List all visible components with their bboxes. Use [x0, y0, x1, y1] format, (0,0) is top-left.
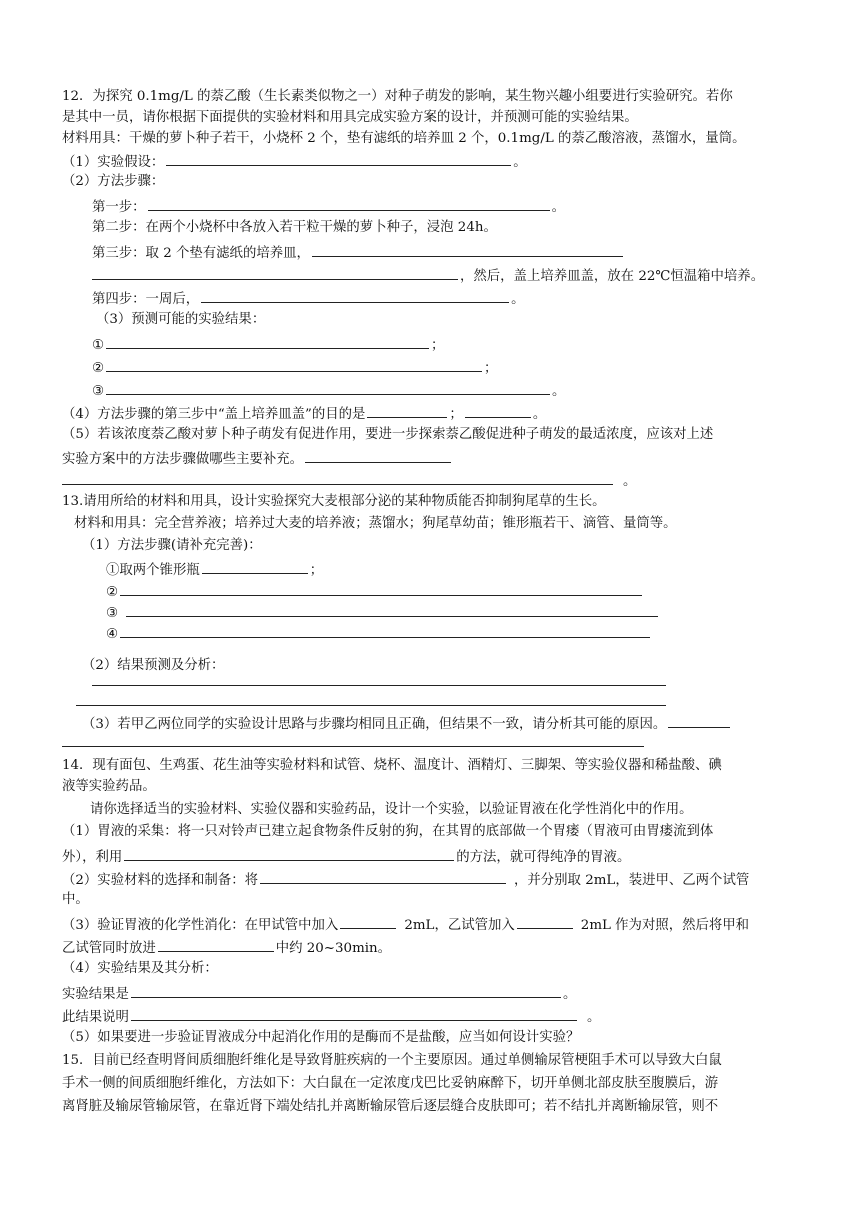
q12-step3-blank1[interactable]: [312, 241, 623, 257]
q14-part4-explain: [62, 1005, 600, 1027]
q14-part2-tail: ，并分别取 2mL，装进甲、乙两个试管: [514, 873, 750, 888]
q13-reason: [82, 712, 732, 734]
q14-part1-blank[interactable]: [124, 845, 454, 861]
q12-purpose-blank1[interactable]: [367, 402, 447, 418]
circled-4: ④: [106, 627, 119, 642]
q14-part3-tail: 2mL 作为对照，然后将甲和: [580, 918, 750, 933]
period: 。: [513, 155, 527, 170]
q13-methods-heading: （1）方法步骤(请补充完善)：: [82, 538, 262, 553]
q13-step-4-blank[interactable]: [120, 622, 650, 638]
q14-part2-label: （2）实验材料的选择和制备：将: [62, 873, 258, 888]
q14-part2-line1: [62, 868, 749, 890]
q14-part3-label: （3）验证胃液的化学性消化：在甲试管中加入: [62, 918, 339, 933]
circled-1: ①: [92, 338, 105, 353]
q14-explain-label: 此结果说明: [62, 1010, 129, 1025]
semicolon: ；: [484, 361, 498, 376]
q13-materials: 材料和用具：完全营养液；培养过大麦的培养液；蒸馏水；狗尾草幼苗；锥形瓶若干、滴管、量筒等。: [74, 516, 677, 531]
q12-step1-label: 第一步：: [92, 200, 146, 215]
semicolon: ；: [449, 407, 463, 422]
q14-part3-line1: [62, 913, 749, 935]
q13-step-3: [106, 601, 660, 623]
q12-predict-heading: （3）预测可能的实验结果：: [96, 312, 266, 327]
q14-part3-label2: 乙试管同时放进: [62, 941, 156, 956]
q12-step4: [92, 287, 525, 309]
period: 。: [586, 1010, 601, 1025]
q12-supplement-line2: [62, 447, 453, 469]
q12-stem-line2: 是其中一员，请你根据下面提供的实验材料和用具完成实验方案的设计，并预测可能的实验结果。: [62, 110, 638, 125]
q14-part1-tail: 的方法，就可得纯净的胃液。: [456, 850, 631, 865]
q12-materials: 材料用具：干燥的萝卜种子若干，小烧杯 2 个，垫有滤纸的培养皿 2 个，0.1mg/L 的萘乙酸溶液，蒸馏水，量筒。: [62, 131, 746, 146]
q12-purpose-blank2[interactable]: [465, 402, 531, 418]
q13-step-2-blank[interactable]: [120, 580, 642, 596]
period: 。: [511, 292, 525, 307]
q14-part4-result: [62, 982, 576, 1004]
semicolon: ；: [431, 338, 445, 353]
q12-step3-tail: ，然后，盖上培养皿盖，放在 22℃恒温箱中培养。: [460, 269, 765, 284]
q12-step3-label: 第三步：取 2 个垫有滤纸的培养皿，: [92, 246, 310, 261]
q14-part5: （5）如果要进一步验证胃液成分中起消化作用的是酶而不是盐酸，应当如何设计实验？: [62, 1030, 580, 1045]
semicolon: ；: [309, 563, 324, 578]
q14-task: 请你选择适当的实验材料、实验仪器和实验药品，设计一个实验，以验证胃液在化学性消化中的作用。: [90, 802, 693, 817]
q12-result-3-blank[interactable]: [106, 379, 550, 395]
q14-part3-blank2[interactable]: [517, 913, 573, 929]
q12-step3: [92, 241, 625, 263]
q14-part3-tail2: 中约 20~30min。: [275, 941, 392, 956]
q12-methods-heading: （2）方法步骤：: [62, 174, 165, 189]
q13-step-1: [106, 558, 323, 580]
q12-supplement-label: 实验方案中的方法步骤做哪些主要补充。: [62, 452, 304, 467]
q12-hypothesis: [62, 150, 527, 172]
q14-part3-line2: [62, 936, 391, 958]
period: 。: [532, 407, 547, 422]
period: 。: [562, 987, 577, 1002]
q14-part3-blank1[interactable]: [340, 913, 396, 929]
q12-result-1: [92, 333, 444, 355]
q12-supplement-line1: （5）若该浓度萘乙酸对萝卜种子萌发有促进作用，要进一步探索萘乙酸促进种子萌发的最适浓度，应该对上述: [62, 427, 714, 442]
q15-line1: 15．目前已经查明肾间质细胞纤维化是导致肾脏疾病的一个主要原因。通过单侧输尿管梗阻手术可以导致大白鼠: [62, 1053, 722, 1068]
q12-step4-label: 第四步：一周后，: [92, 292, 200, 307]
q12-supplement-blank1[interactable]: [305, 447, 451, 463]
q13-step-4: [106, 622, 652, 644]
q13-results-line1[interactable]: [92, 685, 666, 686]
q14-part1-line2: [62, 845, 630, 867]
q15-line3: 离肾脏及输尿管输尿管，在靠近肾下端处结扎并离断输尿管后逐层缝合皮肤即可；若不结扎并离断输尿管，则不: [62, 1099, 719, 1114]
circled-3: ③: [92, 384, 105, 399]
q14-result-blank[interactable]: [131, 982, 561, 998]
circled-3: ③: [106, 606, 119, 621]
q13-step-3-blank[interactable]: [126, 601, 658, 617]
q13-reason-line2[interactable]: [62, 746, 644, 747]
q14-stem-line1: 14．现有面包、生鸡蛋、花生油等实验材料和试管、烧杯、温度计、酒精灯、三脚架、等实验仪器和稀盐酸、碘: [62, 758, 722, 773]
q14-part2-line2: 中。: [62, 892, 89, 907]
q14-part1-label: 外），利用: [62, 850, 123, 865]
period: 。: [623, 474, 637, 489]
q12-supplement-blank2[interactable]: [62, 469, 613, 485]
q14-result-label: 实验结果是: [62, 987, 129, 1002]
q13-step-1-blank[interactable]: [202, 558, 308, 574]
q12-hypothesis-label: （1）实验假设：: [62, 155, 165, 170]
q12-result-2: [92, 356, 497, 378]
q12-purpose-label: （4）方法步骤的第三步中“盖上培养皿盖”的目的是: [62, 407, 366, 422]
period: 。: [551, 200, 565, 215]
q15-line2: 手术一侧的间质细胞纤维化，方法如下：大白鼠在一定浓度戊巴比妥钠麻醉下，切开单侧北部皮肤至腹膜后，游: [62, 1076, 719, 1091]
q13-stem: 13.请用所给的材料和用具，设计实验探究大麦根部分泌的某种物质能否抑制狗尾草的生长。: [62, 494, 606, 509]
q12-result-2-blank[interactable]: [106, 356, 482, 372]
q14-part3-mid: 2mL，乙试管加入: [404, 918, 515, 933]
q12-purpose: [62, 402, 546, 424]
q13-reason-label: （3）若甲乙两位同学的实验设计思路与步骤均相同且正确，但结果不一致，请分析其可能的原因。: [82, 717, 667, 732]
q12-stem-line1: 12．为探究 0.1mg/L 的萘乙酸（生长素类似物之一）对种子萌发的影响，某生物兴趣小组要进行实验研究。若你: [62, 89, 733, 104]
q14-explain-blank[interactable]: [131, 1005, 577, 1021]
q12-step3-blank2[interactable]: [92, 264, 458, 280]
q12-result-1-blank[interactable]: [106, 333, 429, 349]
q14-part1-line1: （1）胃液的采集：将一只对铃声已建立起食物条件反射的狗，在其胃的底部做一个胃瘘（胃液可由胃瘘流到体: [62, 824, 714, 839]
q13-results-heading: （2）结果预测及分析：: [82, 658, 225, 673]
circled-2: ②: [92, 361, 105, 376]
q12-step2: 第二步：在两个小烧杯中各放入若干粒干燥的萝卜种子，浸泡 24h。: [92, 220, 497, 235]
q12-supplement-line3: [62, 469, 636, 491]
q14-part3-blank3[interactable]: [158, 936, 274, 952]
q13-results-line2[interactable]: [76, 705, 666, 706]
q14-part4-heading: （4）实验结果及其分析：: [62, 961, 218, 976]
q12-step3-cont: [92, 264, 764, 286]
q12-step4-blank[interactable]: [201, 287, 509, 303]
q14-stem-line2: 液等实验药品。: [62, 779, 156, 794]
q12-hypothesis-blank[interactable]: [166, 150, 511, 166]
q13-step-2: [106, 580, 644, 602]
q13-reason-blank1[interactable]: [668, 712, 730, 728]
period: 。: [552, 384, 566, 399]
q14-part2-blank[interactable]: [260, 868, 506, 884]
circled-2: ②: [106, 585, 119, 600]
q13-step-1-label: ①取两个锥形瓶: [106, 563, 200, 578]
q12-step1-blank[interactable]: [148, 195, 550, 211]
q12-result-3: [92, 379, 565, 401]
q12-step1: [92, 195, 565, 217]
